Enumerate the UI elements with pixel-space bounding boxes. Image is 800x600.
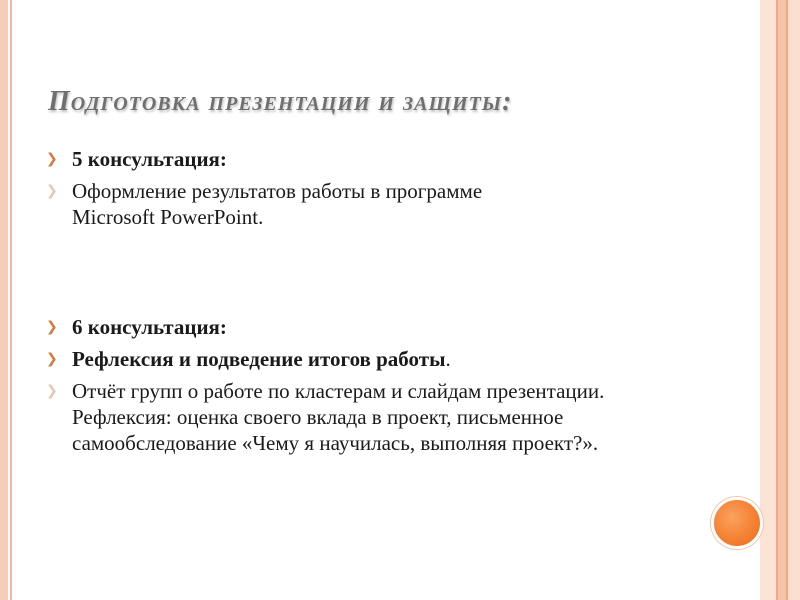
chevron-right-icon: ❯ xyxy=(46,183,58,199)
list-item xyxy=(44,146,644,172)
list-item-text: Оформление результатов работы в программе xyxy=(72,179,483,203)
left-decor-stripe xyxy=(0,0,8,600)
chevron-right-icon: ❯ xyxy=(46,151,58,167)
slide-body xyxy=(44,146,644,462)
slide-title: Подготовка презентации и защиты: xyxy=(48,86,513,117)
list-item xyxy=(44,378,644,456)
list-item xyxy=(44,314,644,340)
orange-circle-decoration xyxy=(711,497,763,549)
list-item-text: Отчёт групп о работе по кластерам и слайдам презентации. Рефлексия: оценка своего вклада в проект, письменное самообследование «Чему я научилась, выполняя проект?». xyxy=(72,379,605,455)
list-item-text: 5 консультация: xyxy=(72,147,227,171)
chevron-right-icon: ❯ xyxy=(46,319,58,335)
list-item xyxy=(44,178,644,230)
list-item-text-line2: Microsoft PowerPoint. xyxy=(72,205,264,229)
list-item-text: 6 консультация: xyxy=(72,315,227,339)
right-decor-band-outer xyxy=(788,0,800,600)
left-decor-line xyxy=(10,0,12,600)
chevron-right-icon: ❯ xyxy=(46,383,58,399)
right-decor-band xyxy=(760,0,776,600)
chevron-right-icon: ❯ xyxy=(46,351,58,367)
list-item xyxy=(44,346,644,372)
list-item-text: Рефлексия и подведение итогов работы xyxy=(72,347,446,371)
right-decor-band-mid xyxy=(778,0,786,600)
list-item-text-suffix: . xyxy=(445,347,451,371)
